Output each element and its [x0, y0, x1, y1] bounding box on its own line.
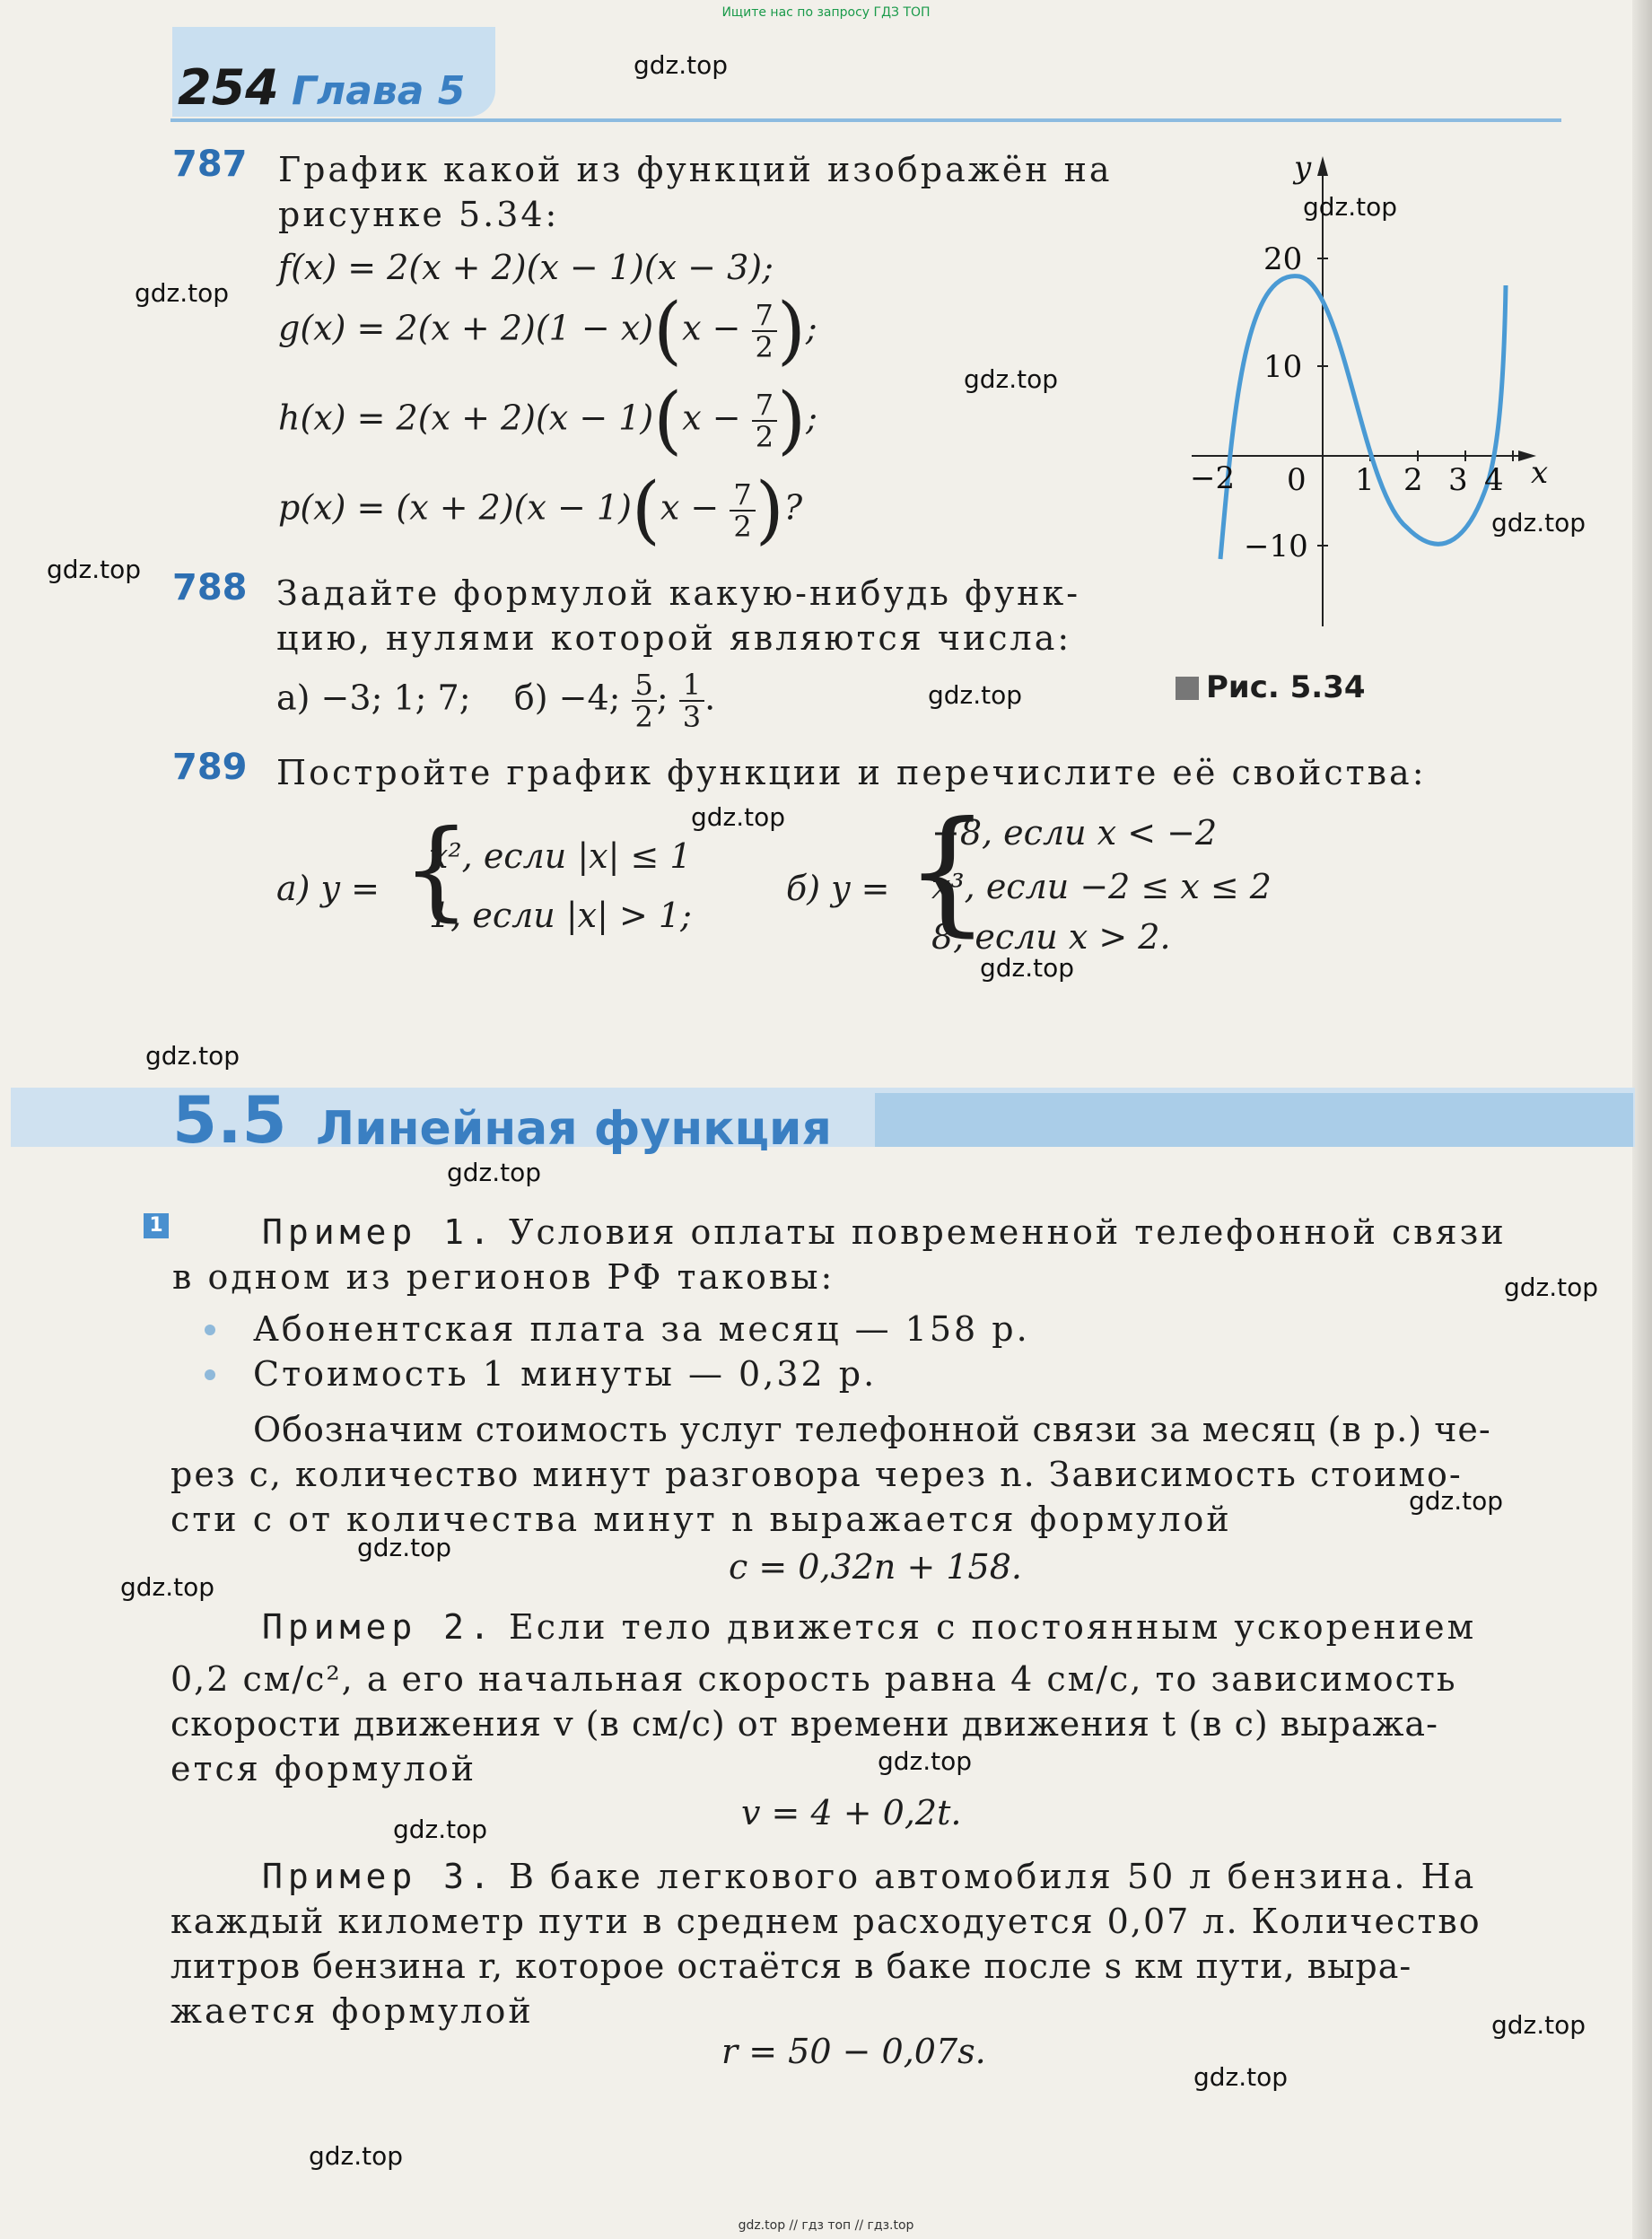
fraction-numerator: 5 — [632, 669, 657, 702]
system-a-brace: { — [402, 808, 471, 932]
example-3-line-4: жается формулой — [170, 1991, 534, 2031]
page-edge-shadow — [1632, 0, 1652, 2239]
example-3-line-1 — [262, 1854, 1476, 1899]
header-rule — [170, 118, 1561, 122]
watermark: gdz.top — [357, 1533, 452, 1562]
system-b-label: б) y = — [786, 869, 890, 908]
y-tick-label: 20 — [1263, 241, 1303, 277]
exercise-789-number: 789 — [172, 747, 248, 788]
example-2-label: Пример 2. — [262, 1607, 495, 1647]
fraction-numerator: 7 — [752, 389, 777, 422]
example-2-text: Если тело движется с постоянным ускорением — [509, 1607, 1477, 1647]
system-a-case-1: x², если |x| ≤ 1 — [429, 836, 692, 876]
paren-var: x − — [682, 398, 741, 438]
formula-velocity: v = 4 + 0,2t. — [741, 1793, 962, 1832]
fraction-seven-halves — [730, 479, 755, 542]
example-1-line-2: в одном из регионов РФ таковы: — [172, 1257, 835, 1297]
exercise-788-text-1: Задайте формулой какую-нибудь функ- — [276, 573, 1081, 613]
example-1-label: Пример 1. — [262, 1212, 495, 1252]
system-a-case-2: 1, если |x| > 1; — [429, 896, 692, 935]
function-h-prefix: h(x) = 2(x + 2)(x − 1) — [278, 398, 654, 438]
function-f: f(x) = 2(x + 2)(x − 1)(x − 3); — [278, 248, 774, 287]
system-a-label: а) y = — [276, 869, 380, 908]
paren-var: x − — [660, 487, 720, 528]
watermark: gdz.top — [145, 1041, 240, 1071]
watermark: gdz.top — [691, 802, 786, 832]
figure-caption-text: Рис. 5.34 — [1206, 669, 1366, 705]
paragraph-1-line-1: Обозначим стоимость услуг телефонной связи за месяц (в р.) че- — [253, 1410, 1491, 1449]
function-h — [278, 378, 817, 463]
figure-caption — [1176, 669, 1366, 705]
x-axis-label: x — [1531, 455, 1549, 491]
example-2-line-2: 0,2 см/с², а его начальная скорость равна 4 см/с, то зависимость — [170, 1659, 1457, 1699]
watermark: gdz.top — [1193, 2062, 1289, 2092]
terminator: ? — [783, 487, 803, 528]
paren-open: ( — [631, 468, 660, 553]
exercise-787-number: 787 — [172, 144, 248, 185]
exercise-789-text: Постройте график функции и перечислите её свойства: — [276, 753, 1427, 792]
terminator: ; — [805, 308, 817, 348]
y-tick-label: 10 — [1263, 349, 1303, 385]
end-mark: . — [704, 678, 716, 718]
watermark: gdz.top — [980, 953, 1075, 983]
fraction-denominator: 2 — [755, 420, 774, 454]
watermark: gdz.top — [120, 1572, 215, 1602]
fraction-denominator: 2 — [634, 700, 653, 734]
fraction-denominator: 3 — [682, 700, 702, 734]
bottom-note: gdz.top // гдз топ // гдз.top — [738, 2218, 914, 2233]
example-3-text: В баке легкового автомобиля 50 л бензина. На — [509, 1857, 1477, 1896]
exercise-788-b-prefix: б) −4; — [513, 678, 621, 718]
figure-square-icon — [1176, 677, 1199, 700]
bullet-item-2: Стоимость 1 минуты — 0,32 р. — [253, 1354, 878, 1394]
paragraph-1-line-3: сти c от количества минут n выражается формулой — [170, 1500, 1232, 1539]
section-banner-accent — [875, 1093, 1633, 1147]
example-2-line-1 — [262, 1605, 1476, 1649]
watermark: gdz.top — [309, 2141, 404, 2171]
exercise-788-text-2: цию, нулями которой являются числа: — [276, 618, 1072, 658]
watermark: gdz.top — [1303, 192, 1398, 222]
x-tick-label: −2 — [1190, 460, 1236, 496]
paren-var: x − — [682, 308, 741, 348]
paren-close: ) — [755, 468, 784, 553]
formula-cost: c = 0,32n + 158. — [729, 1547, 1022, 1587]
function-g-prefix: g(x) = 2(x + 2)(1 − x) — [278, 308, 654, 348]
x-tick-label: 0 — [1287, 462, 1307, 498]
formula-fuel: r = 50 − 0,07s. — [721, 2032, 986, 2071]
fraction-numerator: 7 — [752, 300, 777, 332]
bullet-dot — [205, 1325, 215, 1335]
bullet-dot — [205, 1369, 215, 1380]
example-1-text: Условия оплаты повременной телефонной связи — [509, 1212, 1507, 1252]
watermark: gdz.top — [47, 555, 142, 584]
function-g — [278, 288, 817, 373]
watermark: gdz.top — [634, 50, 729, 80]
chapter-title: Глава 5 — [292, 68, 466, 114]
y-axis-label: y — [1294, 151, 1312, 186]
example-2-line-4: ется формулой — [170, 1749, 477, 1789]
system-b-case-3: 8, если x > 2. — [931, 917, 1171, 957]
watermark: gdz.top — [135, 278, 230, 308]
function-curve — [1220, 276, 1506, 559]
fraction-seven-halves — [752, 389, 777, 452]
section-number: 5.5 — [172, 1082, 287, 1158]
example-3-line-3: литров бензина r, которое остаётся в баке после s км пути, выра- — [170, 1946, 1412, 1986]
system-b-brace: { — [905, 793, 991, 949]
watermark: gdz.top — [393, 1815, 488, 1844]
function-p-prefix: p(x) = (x + 2)(x − 1) — [278, 487, 632, 528]
fraction-five-halves — [632, 669, 657, 732]
section-title: Линейная функция — [316, 1102, 832, 1156]
fraction-denominator: 2 — [755, 330, 774, 364]
y-axis-arrow — [1317, 156, 1328, 176]
x-tick-label: 1 — [1355, 462, 1375, 498]
example-3-line-2: каждый километр пути в среднем расходуется 0,07 л. Количество — [170, 1902, 1482, 1941]
watermark: gdz.top — [1491, 508, 1586, 538]
fraction-numerator: 1 — [679, 669, 704, 702]
fraction-seven-halves — [752, 300, 777, 363]
x-tick-label: 4 — [1484, 462, 1504, 498]
watermark: gdz.top — [878, 1746, 973, 1776]
function-p — [278, 468, 803, 553]
paren-open: ( — [653, 378, 683, 463]
x-tick-label: 2 — [1403, 462, 1423, 498]
system-b-case-1: −8, если x < −2 — [931, 813, 1218, 853]
exercise-787-text-2: рисунке 5.34: — [278, 195, 560, 234]
fraction-one-third — [679, 669, 704, 732]
example-1-line-1 — [262, 1210, 1507, 1255]
example-3-label: Пример 3. — [262, 1857, 495, 1896]
watermark: gdz.top — [1504, 1273, 1599, 1302]
page-number: 254 — [178, 59, 279, 116]
paren-open: ( — [653, 288, 683, 373]
y-tick-label: −10 — [1244, 529, 1308, 564]
watermark: gdz.top — [1491, 2010, 1586, 2040]
watermark: gdz.top — [928, 680, 1023, 710]
system-b-case-2: x³, если −2 ≤ x ≤ 2 — [931, 867, 1272, 906]
paren-close: ) — [776, 288, 806, 373]
bullet-item-1: Абонентская плата за месяц — 158 р. — [253, 1309, 1030, 1349]
watermark: gdz.top — [447, 1158, 542, 1187]
exercise-788-a: а) −3; 1; 7; — [276, 678, 471, 718]
watermark: gdz.top — [964, 364, 1059, 394]
top-note: Ищите нас по запросу ГДЗ ТОП — [721, 5, 931, 20]
exercise-788-number: 788 — [172, 567, 248, 608]
separator: ; — [656, 678, 669, 718]
paren-close: ) — [777, 378, 807, 463]
figure-5-34-graph — [1174, 151, 1560, 635]
fraction-numerator: 7 — [730, 479, 755, 512]
paragraph-1-line-2: рез c, количество минут разговора через n. Зависимость стоимо- — [170, 1455, 1463, 1494]
x-tick-label: 3 — [1448, 462, 1468, 498]
exercise-787-text-1: График какой из функций изображён на — [278, 150, 1113, 189]
watermark: gdz.top — [1409, 1486, 1504, 1516]
example-2-line-3: скорости движения v (в см/с) от времени движения t (в с) выража- — [170, 1704, 1438, 1744]
exercise-788-answers — [276, 669, 715, 732]
section-marker: 1 — [144, 1213, 169, 1238]
terminator: ; — [806, 398, 817, 438]
fraction-denominator: 2 — [733, 510, 752, 544]
